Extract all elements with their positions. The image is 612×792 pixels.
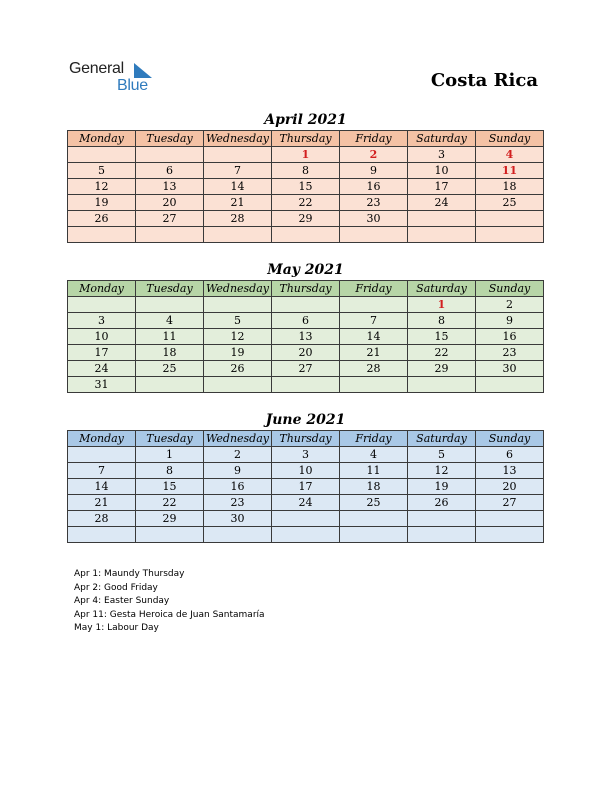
- day-cell: 17: [272, 479, 340, 495]
- day-cell: [272, 527, 340, 543]
- weekday-header-row: [68, 131, 544, 147]
- day-cell: 20: [476, 479, 544, 495]
- day-cell: 11: [136, 329, 204, 345]
- day-cell: 7: [340, 313, 408, 329]
- weekday-header: Friday: [340, 131, 408, 147]
- day-cell: [476, 227, 544, 243]
- day-cell: [68, 227, 136, 243]
- day-cell: 20: [136, 195, 204, 211]
- day-cell: [408, 511, 476, 527]
- weekday-header: Tuesday: [136, 431, 204, 447]
- day-cell: 25: [340, 495, 408, 511]
- weekday-header: Wednesday: [204, 131, 272, 147]
- day-cell: 5: [204, 313, 272, 329]
- day-cell: 24: [68, 361, 136, 377]
- day-cell: 8: [136, 463, 204, 479]
- day-cell: 15: [272, 179, 340, 195]
- holiday-item: Apr 2: Good Friday: [74, 582, 158, 593]
- week-row: [68, 527, 544, 543]
- weekday-header-row: [68, 431, 544, 447]
- day-cell: [204, 297, 272, 313]
- day-cell: 22: [272, 195, 340, 211]
- day-cell: [340, 297, 408, 313]
- day-cell: [408, 527, 476, 543]
- weekday-header: Monday: [68, 431, 136, 447]
- day-cell: [136, 147, 204, 163]
- day-cell: 15: [136, 479, 204, 495]
- day-cell: [340, 527, 408, 543]
- day-cell: 29: [136, 511, 204, 527]
- day-cell: 16: [204, 479, 272, 495]
- day-cell: [408, 377, 476, 393]
- weekday-header: Friday: [340, 281, 408, 297]
- week-row: [68, 447, 544, 463]
- logo-text-general: General: [69, 60, 124, 77]
- holiday-item: Apr 1: Maundy Thursday: [74, 569, 185, 579]
- day-cell: 6: [272, 313, 340, 329]
- day-cell: 26: [408, 495, 476, 511]
- day-cell: 9: [340, 163, 408, 179]
- day-cell: [340, 377, 408, 393]
- calendar-grid-may: [67, 280, 544, 393]
- day-cell: 14: [340, 329, 408, 345]
- day-cell: [272, 297, 340, 313]
- weekday-header: Saturday: [408, 431, 476, 447]
- day-cell: 12: [204, 329, 272, 345]
- week-row: [68, 163, 544, 179]
- day-cell: 13: [272, 329, 340, 345]
- day-cell: [204, 227, 272, 243]
- day-cell: 2: [340, 147, 408, 163]
- month-title: May 2021: [267, 262, 344, 278]
- day-cell: 21: [340, 345, 408, 361]
- day-cell: [68, 527, 136, 543]
- day-cell: 18: [136, 345, 204, 361]
- day-cell: 25: [476, 195, 544, 211]
- day-cell: 18: [340, 479, 408, 495]
- day-cell: 18: [476, 179, 544, 195]
- day-cell: 16: [476, 329, 544, 345]
- day-cell: [68, 447, 136, 463]
- day-cell: 30: [204, 511, 272, 527]
- day-cell: [68, 147, 136, 163]
- holiday-item: Apr 11: Gesta Heroica de Juan Santamaría: [74, 609, 265, 620]
- day-cell: 30: [340, 211, 408, 227]
- day-cell: 20: [272, 345, 340, 361]
- day-cell: 13: [476, 463, 544, 479]
- day-cell: 1: [136, 447, 204, 463]
- day-cell: [476, 527, 544, 543]
- week-row: [68, 345, 544, 361]
- weekday-header: Saturday: [408, 131, 476, 147]
- day-cell: [136, 227, 204, 243]
- week-row: [68, 377, 544, 393]
- day-cell: 21: [68, 495, 136, 511]
- week-row: [68, 361, 544, 377]
- day-cell: 6: [136, 163, 204, 179]
- logo: [69, 60, 169, 96]
- weekday-header: Thursday: [272, 431, 340, 447]
- day-cell: 27: [272, 361, 340, 377]
- day-cell: 6: [476, 447, 544, 463]
- day-cell: 4: [136, 313, 204, 329]
- weekday-header-row: [68, 281, 544, 297]
- month-may: [67, 261, 544, 393]
- week-row: [68, 511, 544, 527]
- day-cell: 26: [68, 211, 136, 227]
- day-cell: 31: [68, 377, 136, 393]
- day-cell: 17: [68, 345, 136, 361]
- day-cell: 5: [408, 447, 476, 463]
- holiday-item: May 1: Labour Day: [74, 623, 159, 634]
- day-cell: 21: [204, 195, 272, 211]
- day-cell: [476, 511, 544, 527]
- day-cell: 27: [136, 211, 204, 227]
- month-april: [67, 111, 544, 243]
- weekday-header: Sunday: [476, 431, 544, 447]
- day-cell: 1: [272, 147, 340, 163]
- day-cell: 7: [68, 463, 136, 479]
- day-cell: 14: [68, 479, 136, 495]
- day-cell: 22: [136, 495, 204, 511]
- day-cell: 28: [68, 511, 136, 527]
- day-cell: 2: [476, 297, 544, 313]
- holiday-item: Apr 4: Easter Sunday: [74, 596, 170, 607]
- day-cell: [408, 211, 476, 227]
- month-title: April 2021: [264, 112, 347, 128]
- day-cell: 25: [136, 361, 204, 377]
- day-cell: [204, 527, 272, 543]
- day-cell: 19: [68, 195, 136, 211]
- weekday-header: Sunday: [476, 131, 544, 147]
- day-cell: 24: [272, 495, 340, 511]
- day-cell: 28: [204, 211, 272, 227]
- day-cell: 3: [68, 313, 136, 329]
- day-cell: 10: [408, 163, 476, 179]
- week-row: [68, 329, 544, 345]
- day-cell: 23: [476, 345, 544, 361]
- day-cell: 26: [204, 361, 272, 377]
- weekday-header: Thursday: [272, 281, 340, 297]
- day-cell: 1: [408, 297, 476, 313]
- week-row: [68, 211, 544, 227]
- week-row: [68, 495, 544, 511]
- week-row: [68, 463, 544, 479]
- weekday-header: Friday: [340, 431, 408, 447]
- day-cell: [68, 297, 136, 313]
- month-title: June 2021: [265, 412, 346, 428]
- day-cell: [476, 211, 544, 227]
- day-cell: 28: [340, 361, 408, 377]
- month-june: [67, 411, 544, 543]
- weekday-header: Wednesday: [204, 281, 272, 297]
- day-cell: [204, 147, 272, 163]
- weekday-header: Wednesday: [204, 431, 272, 447]
- day-cell: 4: [340, 447, 408, 463]
- weekday-header: Tuesday: [136, 281, 204, 297]
- day-cell: [340, 511, 408, 527]
- day-cell: 2: [204, 447, 272, 463]
- logo-triangle-icon: [134, 63, 152, 78]
- day-cell: 15: [408, 329, 476, 345]
- day-cell: [136, 377, 204, 393]
- day-cell: [408, 227, 476, 243]
- day-cell: 22: [408, 345, 476, 361]
- day-cell: 3: [272, 447, 340, 463]
- day-cell: 12: [68, 179, 136, 195]
- day-cell: 5: [68, 163, 136, 179]
- day-cell: 14: [204, 179, 272, 195]
- day-cell: [204, 377, 272, 393]
- week-row: [68, 227, 544, 243]
- day-cell: 12: [408, 463, 476, 479]
- day-cell: [272, 227, 340, 243]
- day-cell: 11: [340, 463, 408, 479]
- day-cell: [340, 227, 408, 243]
- day-cell: 10: [272, 463, 340, 479]
- day-cell: 23: [340, 195, 408, 211]
- day-cell: [476, 377, 544, 393]
- day-cell: 19: [408, 479, 476, 495]
- week-row: [68, 313, 544, 329]
- day-cell: 3: [408, 147, 476, 163]
- day-cell: 4: [476, 147, 544, 163]
- weekday-header: Saturday: [408, 281, 476, 297]
- day-cell: 13: [136, 179, 204, 195]
- day-cell: 8: [408, 313, 476, 329]
- country-title: Costa Rica: [430, 70, 538, 91]
- day-cell: 23: [204, 495, 272, 511]
- day-cell: 9: [204, 463, 272, 479]
- weekday-header: Monday: [68, 281, 136, 297]
- weekday-header: Monday: [68, 131, 136, 147]
- day-cell: 27: [476, 495, 544, 511]
- week-row: [68, 195, 544, 211]
- day-cell: 10: [68, 329, 136, 345]
- week-row: [68, 297, 544, 313]
- day-cell: 9: [476, 313, 544, 329]
- day-cell: 11: [476, 163, 544, 179]
- day-cell: 19: [204, 345, 272, 361]
- week-row: [68, 147, 544, 163]
- day-cell: 16: [340, 179, 408, 195]
- calendar-grid-april: [67, 130, 544, 243]
- day-cell: [272, 511, 340, 527]
- day-cell: [136, 297, 204, 313]
- day-cell: 17: [408, 179, 476, 195]
- weekday-header: Tuesday: [136, 131, 204, 147]
- logo-text-blue: Blue: [117, 77, 148, 94]
- day-cell: 30: [476, 361, 544, 377]
- day-cell: 29: [408, 361, 476, 377]
- week-row: [68, 479, 544, 495]
- day-cell: [272, 377, 340, 393]
- weekday-header: Thursday: [272, 131, 340, 147]
- day-cell: 24: [408, 195, 476, 211]
- week-row: [68, 179, 544, 195]
- day-cell: [136, 527, 204, 543]
- day-cell: 8: [272, 163, 340, 179]
- holiday-list: [74, 568, 265, 636]
- weekday-header: Sunday: [476, 281, 544, 297]
- calendar-grid-june: [67, 430, 544, 543]
- day-cell: 7: [204, 163, 272, 179]
- day-cell: 29: [272, 211, 340, 227]
